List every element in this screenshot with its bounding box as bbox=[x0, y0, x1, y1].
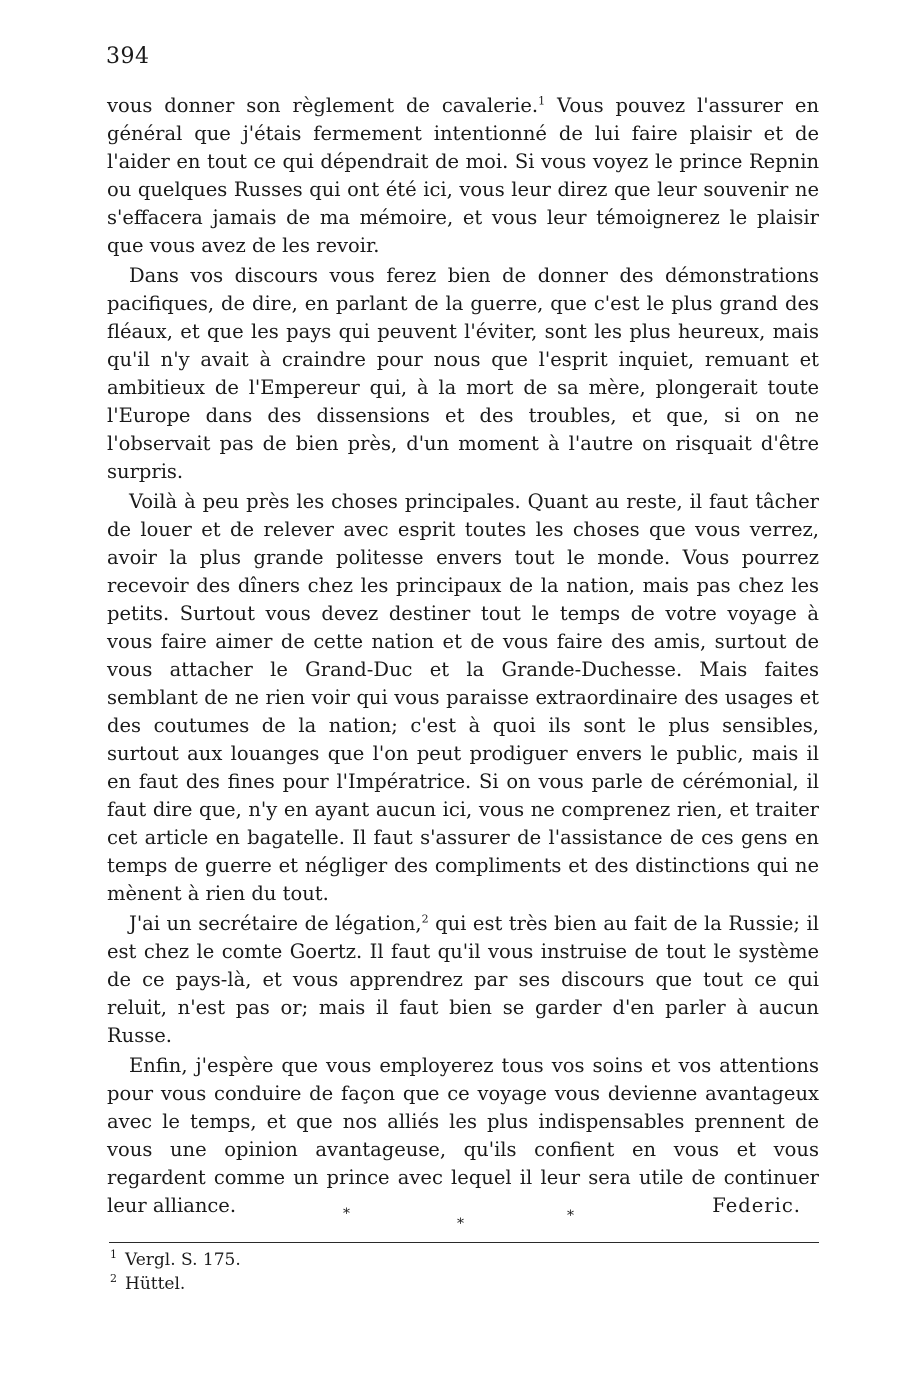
letter-closing bbox=[107, 1194, 819, 1234]
page-number: 394 bbox=[106, 44, 150, 69]
paragraph-2 bbox=[107, 262, 819, 486]
paragraph-4 bbox=[107, 910, 819, 1050]
footnote-marker: 1 bbox=[110, 1248, 117, 1262]
paragraph-text: vous donner son règlement de cavalerie. bbox=[107, 94, 539, 117]
footnote-ref-2: 2 bbox=[421, 912, 429, 926]
footnote-marker: 2 bbox=[110, 1272, 117, 1286]
footnote-text: Vergl. S. 175. bbox=[125, 1250, 241, 1270]
paragraph-text: J'ai un secrétaire de légation, bbox=[129, 912, 422, 935]
letter-body bbox=[107, 92, 819, 1220]
paragraph-text: Enfin, j'espère que vous employerez tous vos soins et vos attentions pour vous conduire de façon que ce voyage vous devienne avantageux avec le temps, et que nos alliés les plus indispensables prennent de vous une opinion avantageuse, qu'ils confient en vous et vous regardent comme un prince avec lequel il leur sera utile de continuer leur alliance. bbox=[107, 1054, 819, 1217]
separator-asterisk: * bbox=[567, 1208, 574, 1224]
separator-asterisk: * bbox=[457, 1216, 464, 1232]
separator-asterisk: * bbox=[343, 1206, 350, 1222]
footnotes bbox=[110, 1248, 241, 1296]
footnote-text: Hüttel. bbox=[125, 1274, 186, 1294]
paragraph-text: Vous pouvez l'assurer en général que j'étais fermement intentionné de lui faire plaisir et de l'aider en tout ce qui dépendrait de moi. Si vous voyez le prince Repnin ou quelques Russes qui ont été ici, vous leur direz que leur souvenir ne s'effacera jamais de ma mémoire, et vous leur témoignerez le plaisir que vous avez de les revoir. bbox=[107, 94, 819, 257]
footnote-2 bbox=[110, 1272, 241, 1296]
footnote-1 bbox=[110, 1248, 241, 1272]
paragraph-text: qui est très bien au fait de la Russie; il est chez le comte Goertz. Il faut qu'il vous instruise de tout le système de ce pays-là, et vous apprendrez par ses discours que tout ce qui reluit, n'est pas or; mais il faut bien se garder d'en parler à aucun Russe. bbox=[107, 912, 819, 1047]
footnote-divider bbox=[109, 1242, 819, 1243]
paragraph-text: Dans vos discours vous ferez bien de donner des démonstrations pacifiques, de dire, en parlant de la guerre, que c'est le plus grand des fléaux, et que les pays qui peuvent l'éviter, sont les plus heureux, mais qu'il n'y avait à craindre pour nous que l'esprit inquiet, remuant et ambitieux de l'Empereur qui, à la mort de sa mère, plongerait toute l'Europe dans des dissensions et des troubles, et que, si on ne l'observait pas de bien près, d'un moment à l'autre on risquait d'être surpris. bbox=[107, 264, 819, 483]
paragraph-3 bbox=[107, 488, 819, 908]
footnote-ref-1: 1 bbox=[538, 94, 546, 108]
signature: Federic. bbox=[712, 1194, 801, 1217]
paragraph-text: Voilà à peu près les choses principales. Quant au reste, il faut tâcher de louer et de relever avec esprit toutes les choses que vous verrez, avoir la plus grande politesse envers tout le monde. Vous pourrez recevoir des dîners chez les principaux de la nation, mais pas chez les petits. Surtout vous devez destiner tout le temps de votre voyage à vous faire aimer de cette nation et de vous faire des amis, surtout de vous attacher le Grand-Duc et la Grande-Duchesse. Mais faites semblant de ne rien voir qui vous paraisse extraordinaire des usages et des coutumes de la nation; c'est à quoi ils sont le plus sensibles, surtout aux louanges que l'on peut prodiguer envers le public, mais il en faut des fines pour l'Impératrice. Si on vous parle de cérémonial, il faut dire que, n'y en ayant aucun ici, vous ne comprenez rien, et traiter cet article en bagatelle. Il faut s'assurer de l'assistance de ces gens en temps de guerre et négliger des compliments et des distinctions qui ne mènent à rien du tout. bbox=[107, 490, 819, 905]
paragraph-1 bbox=[107, 92, 819, 260]
